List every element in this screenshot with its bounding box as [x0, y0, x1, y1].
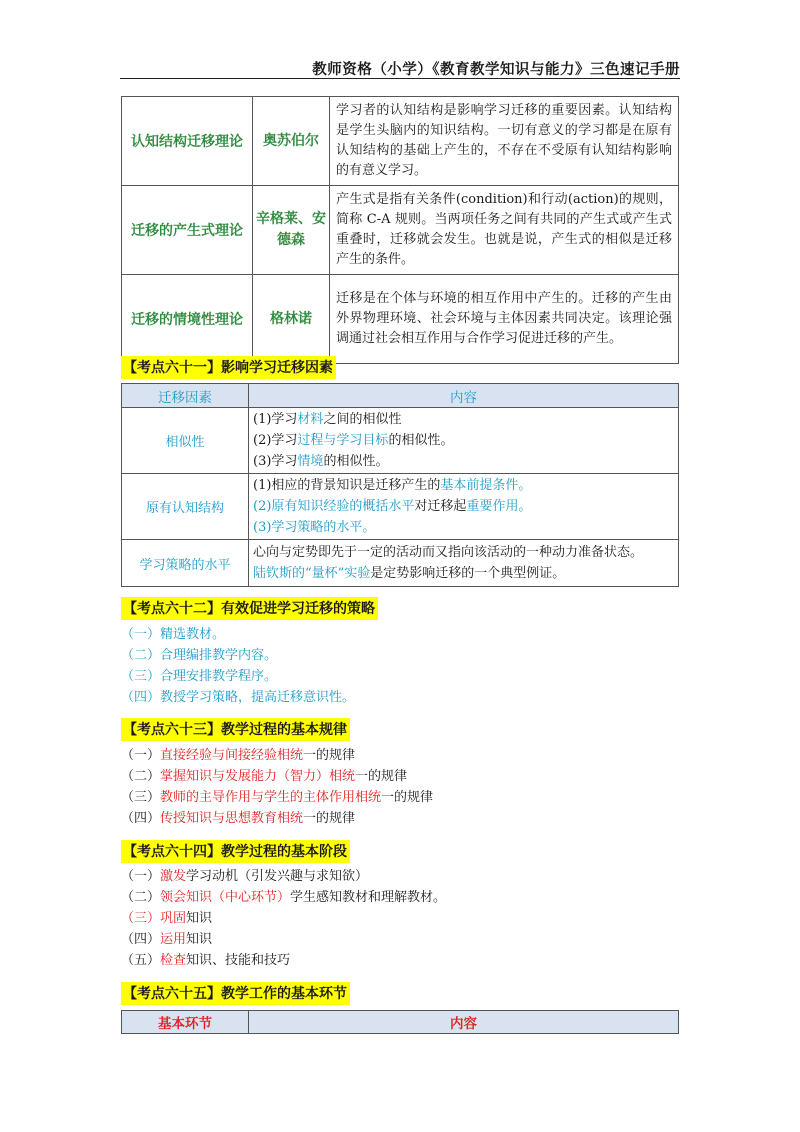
strategy-list — [121, 624, 355, 708]
list-item: （三）巩固知识 — [121, 911, 213, 926]
column-header: 基本环节 — [122, 1011, 249, 1034]
header-rule — [120, 78, 680, 79]
list-item: （二）掌握知识与发展能力（智力）相统一的规律 — [121, 769, 408, 784]
table-row — [122, 275, 679, 364]
factor-content: 心向与定势即先于一定的活动而又指向该活动的一种动力准备状态。 陆钦斯的“量杯”实验是定势影响迁移的一个典型例证。 — [249, 540, 679, 587]
column-header: 内容 — [249, 384, 679, 408]
column-header: 内容 — [249, 1011, 679, 1034]
list-item: （三）教师的主导作用与学生的主体作用相统一的规律 — [121, 790, 434, 805]
law-list — [121, 745, 433, 829]
list-item: （四）传授知识与思想教育相统一的规律 — [121, 811, 356, 826]
transfer-factors-table — [121, 383, 679, 587]
table-row — [122, 186, 679, 275]
theory-name: 迁移的情境性理论 — [122, 275, 253, 364]
factor-content: (1)相应的背景知识是迁移产生的基本前提条件。 (2)原有知识经验的概括水平对迁移起重要作用。 (3)学习策略的水平。 — [249, 474, 679, 540]
section-heading-62: 【考点六十二】有效促进学习迁移的策略 — [121, 597, 378, 620]
column-header: 迁移因素 — [122, 384, 249, 408]
section-heading-63: 【考点六十三】教学过程的基本规律 — [121, 718, 350, 741]
table-row — [122, 474, 679, 540]
table-header-row — [122, 384, 679, 408]
list-item: （二）合理编排教学内容。 — [121, 648, 278, 663]
list-item: （一）直接经验与间接经验相统一的规律 — [121, 748, 356, 763]
factor-name: 相似性 — [122, 408, 249, 474]
list-item: （五）检查知识、技能和技巧 — [121, 953, 291, 968]
theory-person: 格林诺 — [253, 275, 330, 364]
list-item: （一）精选教材。 — [121, 627, 226, 642]
factor-content: (1)学习材料之间的相似性 (2)学习过程与学习目标的相似性。 (3)学习情境的相似性。 — [249, 408, 679, 474]
theory-desc: 学习者的认知结构是影响学习迁移的重要因素。认知结构是学生头脑内的知识结构。一切有意义的学习都是在原有认知结构的基础上产生的，不存在不受原有认知结构影响的有意义学习。 — [330, 97, 679, 186]
theory-name: 认知结构迁移理论 — [122, 97, 253, 186]
section-heading-65: 【考点六十五】教学工作的基本环节 — [121, 982, 350, 1005]
factor-name: 学习策略的水平 — [122, 540, 249, 587]
table-header-row — [122, 1011, 679, 1034]
table-row — [122, 408, 679, 474]
section-heading-61: 【考点六十一】影响学习迁移因素 — [121, 356, 336, 379]
list-item: （二）领会知识（中心环节）学生感知教材和理解教材。 — [121, 890, 447, 905]
list-item: （四）运用知识 — [121, 932, 213, 947]
theory-name: 迁移的产生式理论 — [122, 186, 253, 275]
table-row — [122, 97, 679, 186]
page-header-title: 教师资格（小学）《教育教学知识与能力》三色速记手册 — [312, 62, 680, 78]
theory-desc: 迁移是在个体与环境的相互作用中产生的。迁移的产生由外界物理环境、社会环境与主体因素共同决定。该理论强调通过社会相互作用与合作学习促进迁移的产生。 — [330, 275, 679, 364]
theory-person: 奥苏伯尔 — [253, 97, 330, 186]
stage-list — [121, 866, 446, 971]
transfer-theory-table — [121, 96, 679, 364]
list-item: （三）合理安排教学程序。 — [121, 669, 278, 684]
section-heading-64: 【考点六十四】教学过程的基本阶段 — [121, 840, 350, 863]
list-item: （一）激发学习动机（引发兴趣与求知欲） — [121, 869, 369, 884]
factor-name: 原有认知结构 — [122, 474, 249, 540]
theory-person: 辛格莱、安德森 — [253, 186, 330, 275]
table-row — [122, 540, 679, 587]
teaching-steps-table — [121, 1010, 679, 1034]
theory-desc: 产生式是指有关条件(condition)和行动(action)的规则，简称 C-A 规则。当两项任务之间有共同的产生式或产生式重叠时，迁移就会发生。也就是说，产生式的相似是迁移产生的条件。 — [330, 186, 679, 275]
list-item: （四）教授学习策略，提高迁移意识性。 — [121, 690, 356, 705]
